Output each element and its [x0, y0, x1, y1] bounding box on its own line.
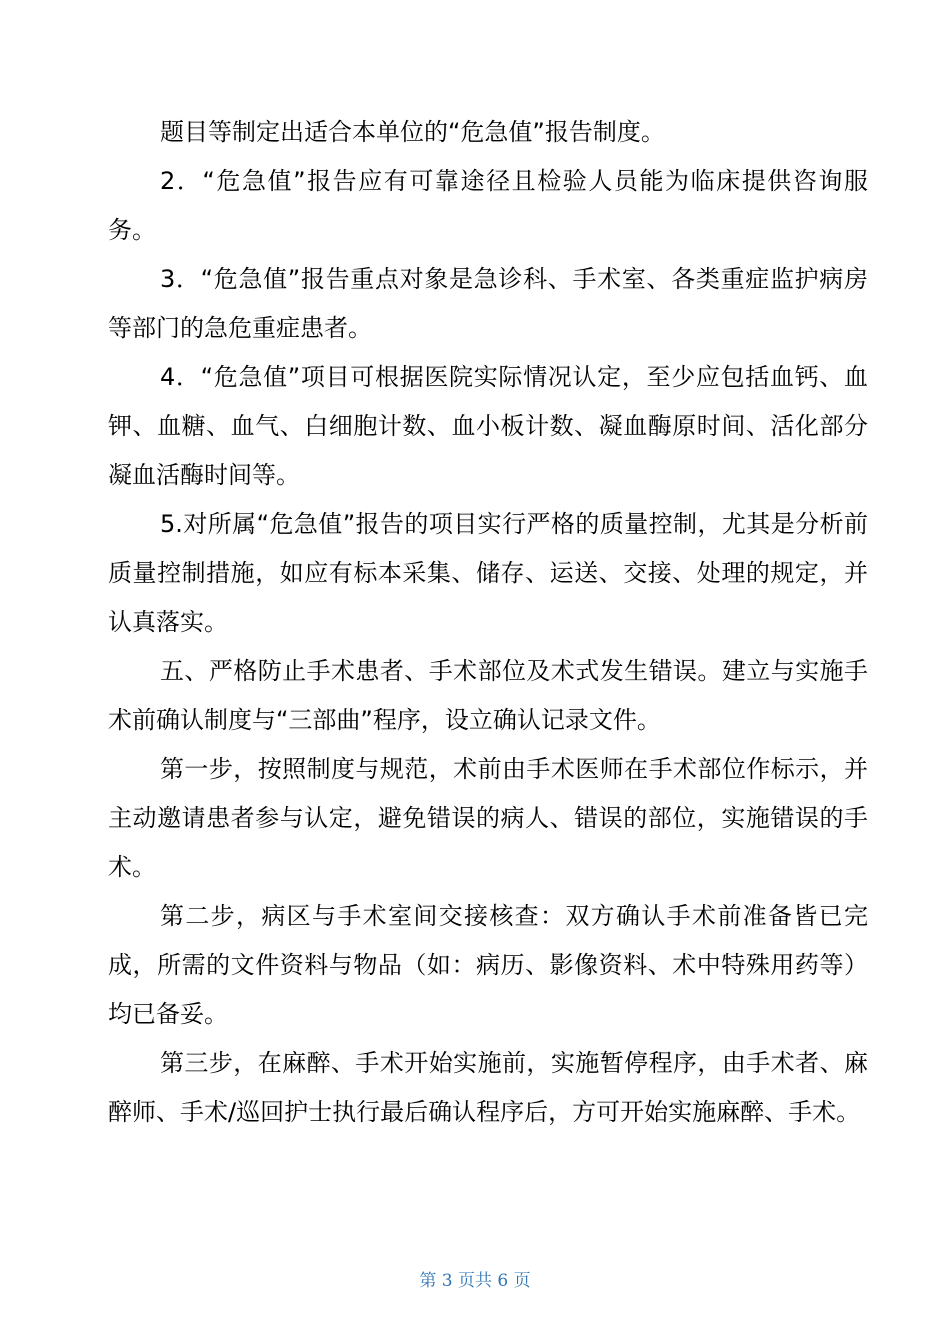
document-body: [108, 108, 868, 1137]
paragraph: 第三步，在麻醉、手术开始实施前，实施暂停程序，由手术者、麻醉师、手术/巡回护士执行最后确认程序后，方可开始实施麻醉、手术。: [108, 1049, 868, 1126]
paragraph: 第一步，按照制度与规范，术前由手术医师在手术部位作标示，并主动邀请患者参与认定，避免错误的病人、错误的部位，实施错误的手术。: [108, 755, 868, 881]
paragraph: 题目等制定出适合本单位的“危急值”报告制度。: [160, 118, 665, 146]
paragraph: 2．“危急值”报告应有可靠途径且检验人员能为临床提供咨询服务。: [108, 167, 868, 244]
page-number-footer: 第 3 页共 6 页: [419, 1271, 531, 1291]
paragraph: 五、严格防止手术患者、手术部位及术式发生错误。建立与实施手术前确认制度与“三部曲”程序，设立确认记录文件。: [108, 657, 868, 734]
paragraph: 5.对所属“危急值”报告的项目实行严格的质量控制，尤其是分析前质量控制措施，如应有标本采集、储存、运送、交接、处理的规定，并认真落实。: [108, 510, 868, 636]
paragraph: 第二步，病区与手术室间交接核查：双方确认手术前准备皆已完成，所需的文件资料与物品（如：病历、影像资料、术中特殊用药等）均已备妥。: [108, 902, 868, 1028]
paragraph: 4．“危急值”项目可根据医院实际情况认定，至少应包括血钙、血钾、血糖、血气、白细胞计数、血小板计数、凝血酶原时间、活化部分凝血活酶时间等。: [108, 363, 868, 489]
paragraph: 3．“危急值”报告重点对象是急诊科、手术室、各类重症监护病房等部门的急危重症患者。: [108, 265, 868, 342]
